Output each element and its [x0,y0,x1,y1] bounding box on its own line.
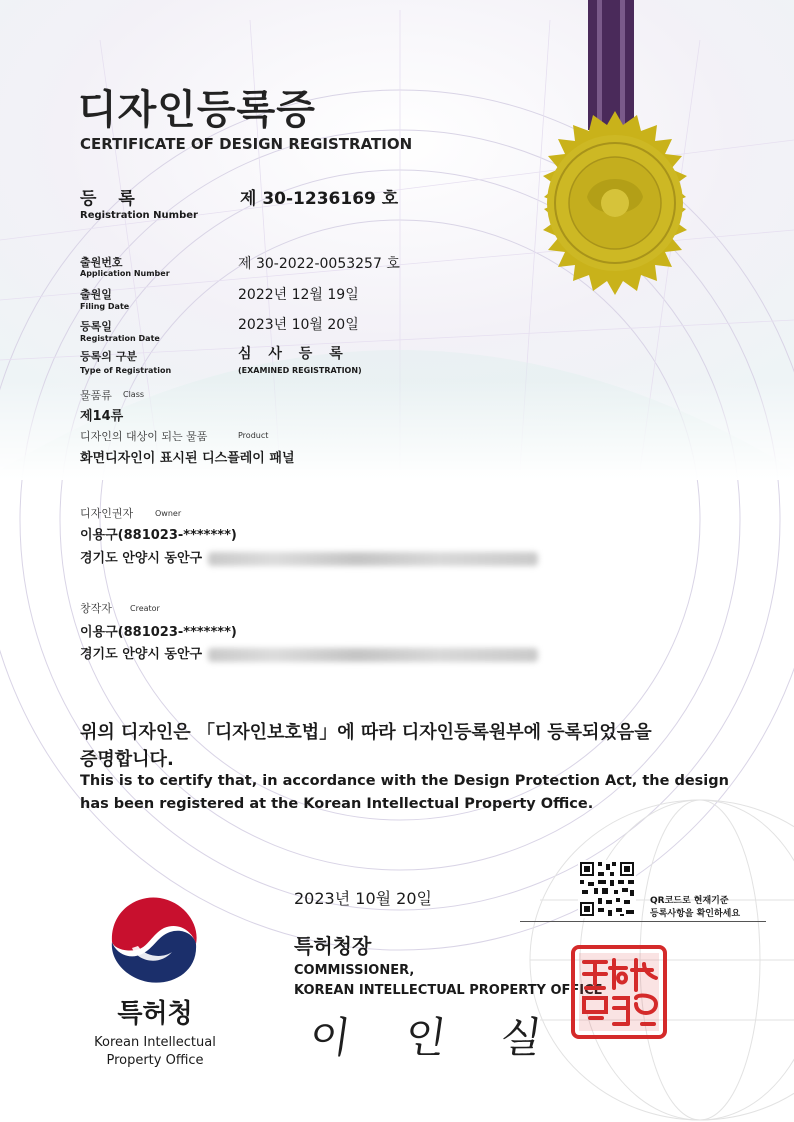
kipo-name-en-line1: Korean Intellectual [94,1035,216,1050]
registration-date-label-en: Registration Date [80,334,160,343]
registration-label-en: Registration Number [80,210,198,221]
statement-ko-line2: 증명합니다. [80,749,174,770]
qr-note-line1: QR코드로 현재기준 [650,896,729,906]
statement-en-line2: has been registered at the Korean Intellectual Property Office. [80,796,594,812]
registration-type-subvalue: (EXAMINED REGISTRATION) [238,366,362,375]
commissioner-title-en-line1: COMMISSIONER, [294,963,415,978]
redacted-address-blur [208,552,538,566]
creator-label-ko: 창작자 [80,602,112,615]
product-value: 화면디자인이 표시된 디스플레이 패널 [80,451,295,466]
divider-line [520,921,766,922]
commissioner-title-en-line2: KOREAN INTELLECTUAL PROPERTY OFFICE [294,983,603,998]
registration-type-value: 심 사 등 록 [238,346,349,362]
redacted-address-blur [208,648,538,662]
kipo-name-en-line2: Property Office [106,1053,204,1068]
registration-number: 제 30-1236169 호 [240,189,399,209]
registration-type-label-en: Type of Registration [80,366,172,375]
issue-date: 2023년 10월 20일 [294,889,432,908]
qr-code-icon[interactable] [578,860,636,918]
product-label-ko: 디자인의 대상이 되는 물품 [80,430,208,443]
filing-date-value: 2022년 12월 19일 [238,287,359,303]
commissioner-signature: 이인실 [306,1013,600,1062]
certificate-title-ko: 디자인등록증 [78,87,316,133]
registration-label-ko: 등 록 [80,189,143,209]
owner-address [80,547,538,566]
commissioner-title-ko: 특허청장 [294,934,372,958]
gold-seal-icon [518,108,712,298]
filing-date-label-ko: 출원일 [80,288,112,301]
registration-date-label-ko: 등록일 [80,320,112,333]
application-number-label-ko: 출원번호 [80,256,123,269]
kipo-name-ko: 특허청 [117,999,193,1029]
qr-note-line2: 등록사항을 확인하세요 [650,909,741,919]
registration-date-value: 2023년 10월 20일 [238,317,359,333]
kipo-logo-icon [102,888,208,988]
product-label-en: Product [238,431,269,440]
class-value: 제14류 [80,409,124,424]
creator-address-text: 경기도 안양시 동안구 [80,647,203,662]
certificate-title-en: CERTIFICATE OF DESIGN REGISTRATION [80,135,413,153]
official-seal-stamp-icon [570,944,668,1040]
owner-label-en: Owner [155,509,182,518]
creator-label-en: Creator [130,604,160,613]
registration-type-label-ko: 등록의 구분 [80,350,137,363]
creator-address [80,643,538,662]
owner-label-ko: 디자인권자 [80,507,134,520]
creator-name: 이용구(881023-*******) [80,625,237,640]
statement-ko-line1: 위의 디자인은 「디자인보호법」에 따라 디자인등록원부에 등록되었음을 [80,722,652,743]
class-label-en: Class [123,390,145,399]
owner-name: 이용구(881023-*******) [80,528,237,543]
class-label-ko: 물품류 [80,389,112,402]
kipo-name-en [70,1034,240,1070]
filing-date-label-en: Filing Date [80,302,130,311]
application-number-value: 제 30-2022-0053257 호 [238,256,400,272]
application-number-label-en: Application Number [80,269,170,278]
owner-address-text: 경기도 안양시 동안구 [80,551,203,566]
statement-en-line1: This is to certify that, in accordance with the Design Protection Act, the design [80,773,729,789]
